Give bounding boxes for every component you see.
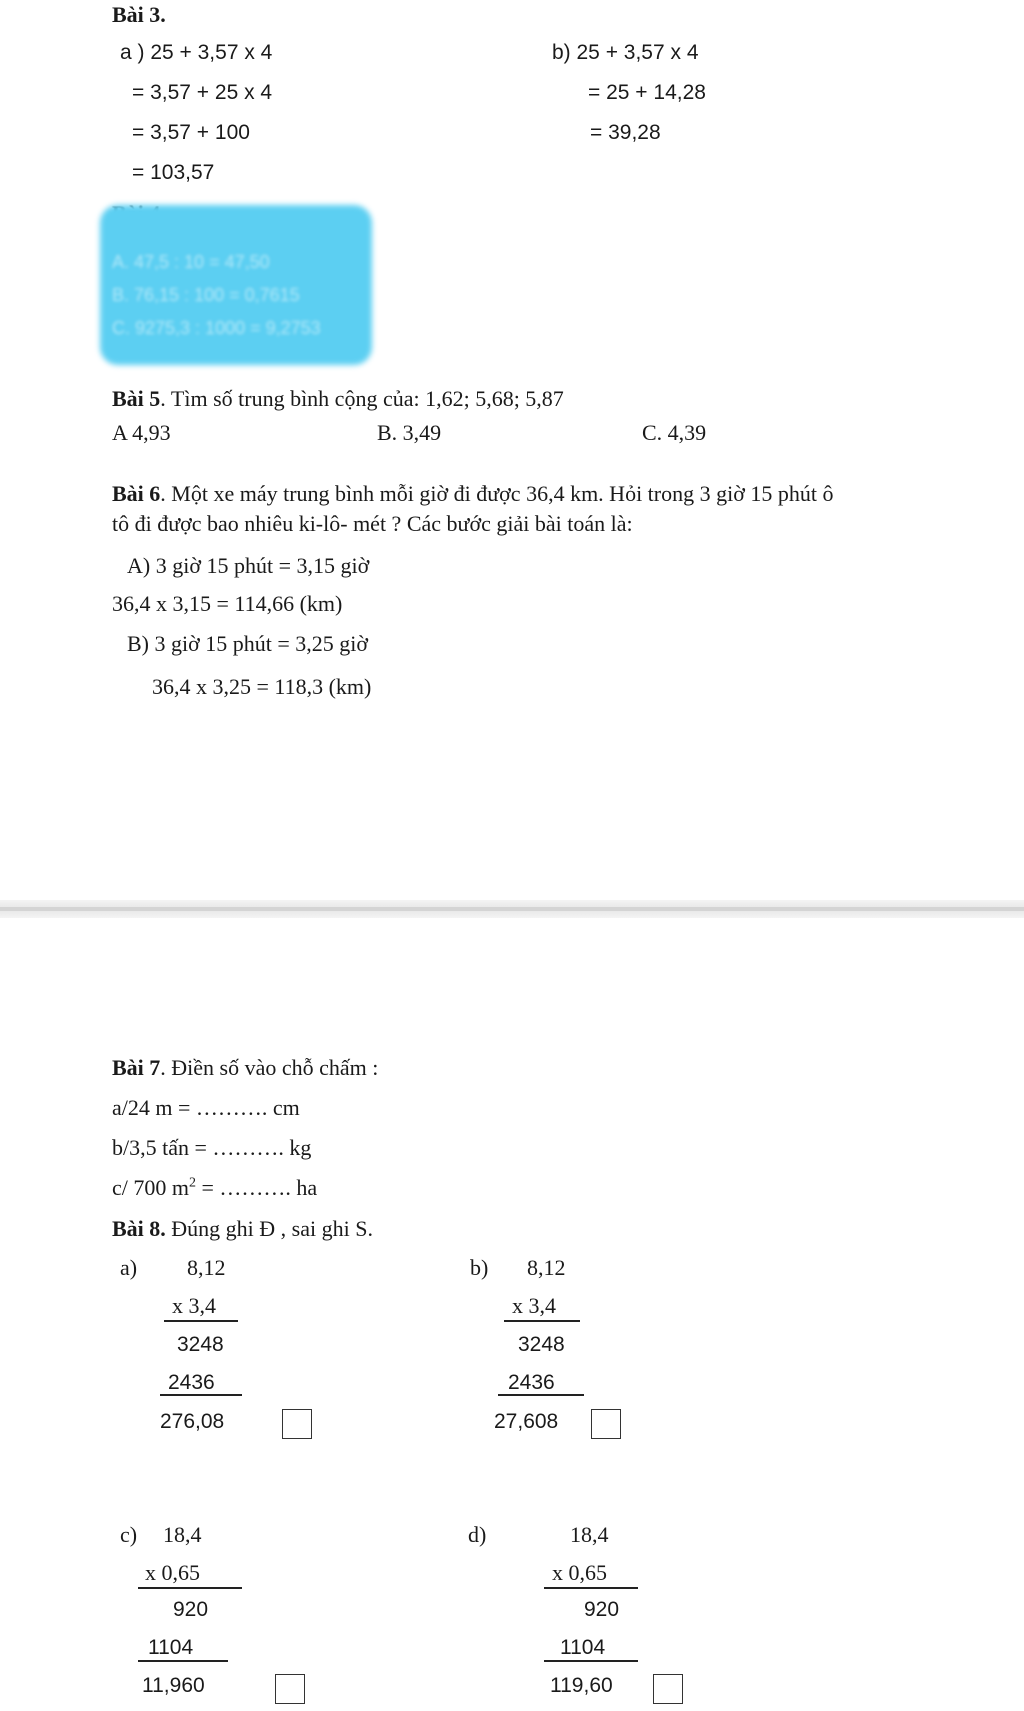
bai8-a-answer-box[interactable] [282,1409,312,1439]
bai8-a-factor-2: x 3,4 [172,1293,216,1318]
bai8-d-rule-2 [544,1660,638,1662]
bai8-d-partial-2: 1104 [560,1636,606,1659]
bai8-question [112,1218,373,1240]
bai8-b-answer-box[interactable] [591,1409,621,1439]
bai8-b-rule-1 [504,1320,580,1322]
bai8-d-result: 119,60 [550,1674,613,1697]
bai7-item-c [112,1177,317,1199]
bai3-b-line-3: = 39,28 [590,121,661,144]
bai3-a-line-1: a ) 25 + 3,57 x 4 [120,41,273,64]
bai7-item-b [112,1137,311,1159]
bai8-b-factor-2: x 3,4 [512,1293,556,1318]
bai6-question-line-2: tô đi được bao nhiêu ki-lô- mét ? Các bước giải bài toán là: [112,511,633,536]
bai4-line-c: C. 9275,3 : 1000 = 9,2753 [112,318,321,338]
bai7-b-lhs: b/3,5 tấn = [112,1135,213,1160]
bai6-step-b: B) 3 giờ 15 phút = 3,25 giờ [127,631,369,656]
bai7-c-lhs: c/ 700 m [112,1175,189,1200]
page-divider-line [0,907,1024,911]
bai8-c-rule-1 [138,1587,242,1589]
bai6-text-1: . Một xe máy trung bình mỗi giờ đi được 36,4 km. Hỏi trong 3 giờ 15 phút ô [160,481,834,506]
bai5-title: Bài 5 [112,386,161,411]
bai7-c-equals: = [196,1175,220,1200]
bai8-d-partial-1: 920 [584,1598,620,1621]
bai8-b-label: b) [470,1255,489,1280]
bai8-c-factor-1: 18,4 [163,1522,202,1547]
bai6-calc-b: 36,4 x 3,25 = 118,3 (km) [152,674,372,699]
bai8-c-rule-2 [138,1660,228,1662]
bai8-b-factor-1: 8,12 [527,1255,566,1280]
bai5-option-a: A 4,93 [112,420,171,445]
bai8-a-partial-2: 2436 [168,1371,215,1394]
bai8-title: Bài 8. [112,1216,166,1241]
bai3-a-line-3: = 3,57 + 100 [132,121,250,144]
bai3-a-line-4: = 103,57 [132,161,215,184]
bai8-d-factor-1: 18,4 [570,1522,609,1547]
bai8-a-result: 276,08 [160,1410,225,1433]
bai3-b-line-2: = 25 + 14,28 [588,81,706,104]
bai3-title: Bài 3. [112,2,166,27]
bai8-d-factor-2: x 0,65 [552,1560,607,1585]
bai8-c-result: 11,960 [142,1674,205,1697]
bai7-b-unit: kg [283,1135,312,1160]
bai8-c-factor-2: x 0,65 [145,1560,200,1585]
bai3-a-line-2: = 3,57 + 25 x 4 [132,81,273,104]
bai8-a-factor-1: 8,12 [187,1255,226,1280]
bai7-item-a [112,1097,300,1119]
bai7-c-blank: ………. [219,1175,291,1200]
bai8-c-label: c) [120,1522,138,1547]
bai8-c-partial-2: 1104 [148,1636,194,1659]
bai7-c-unit: ha [290,1175,318,1200]
bai8-d-rule-1 [544,1587,638,1589]
bai8-text: Đúng ghi Đ , sai ghi S. [165,1216,373,1241]
bai8-a-partial-1: 3248 [177,1333,224,1356]
bai7-a-blank: ………. [195,1095,268,1120]
bai8-b-partial-2: 2436 [508,1371,555,1394]
bai8-b-result: 27,608 [494,1410,559,1433]
bai8-b-partial-1: 3248 [518,1333,565,1356]
bai8-b-rule-2 [498,1394,584,1396]
bai8-d-answer-box[interactable] [653,1674,683,1704]
bai3-b-line-1: b) 25 + 3,57 x 4 [552,41,699,64]
bai6-step-a: A) 3 giờ 15 phút = 3,15 giờ [127,553,370,578]
bai7-title: Bài 7 [112,1055,161,1080]
bai7-b-blank: ………. [212,1135,284,1160]
bai7-question [112,1057,378,1079]
bai5-option-b: B. 3,49 [377,420,442,445]
bai7-c-superscript: 2 [189,1175,196,1191]
bai6-question-line-1 [112,483,833,505]
bai8-d-label: d) [468,1522,487,1547]
bai5-question [112,388,564,410]
bai7-a-lhs: a/24 m = [112,1095,196,1120]
bai5-option-c: C. 4,39 [642,420,707,445]
bai8-c-partial-1: 920 [173,1598,209,1621]
bai4-line-a: A. 47,5 : 10 = 47,50 [112,252,270,272]
bai8-a-rule-1 [164,1320,238,1322]
bai8-c-answer-box[interactable] [275,1674,305,1704]
bai7-text: . Điền số vào chỗ chấm : [160,1055,379,1080]
bai8-a-label: a) [120,1255,138,1280]
bai6-title: Bài 6 [112,481,161,506]
bai8-a-rule-2 [160,1394,242,1396]
bai4-line-b: B. 76,15 : 100 = 0,7615 [112,285,300,305]
bai5-text: . Tìm số trung bình cộng của: 1,62; 5,68; 5,87 [160,386,564,411]
bai7-a-unit: cm [267,1095,300,1120]
bai6-calc-a: 36,4 x 3,15 = 114,66 (km) [112,591,343,616]
